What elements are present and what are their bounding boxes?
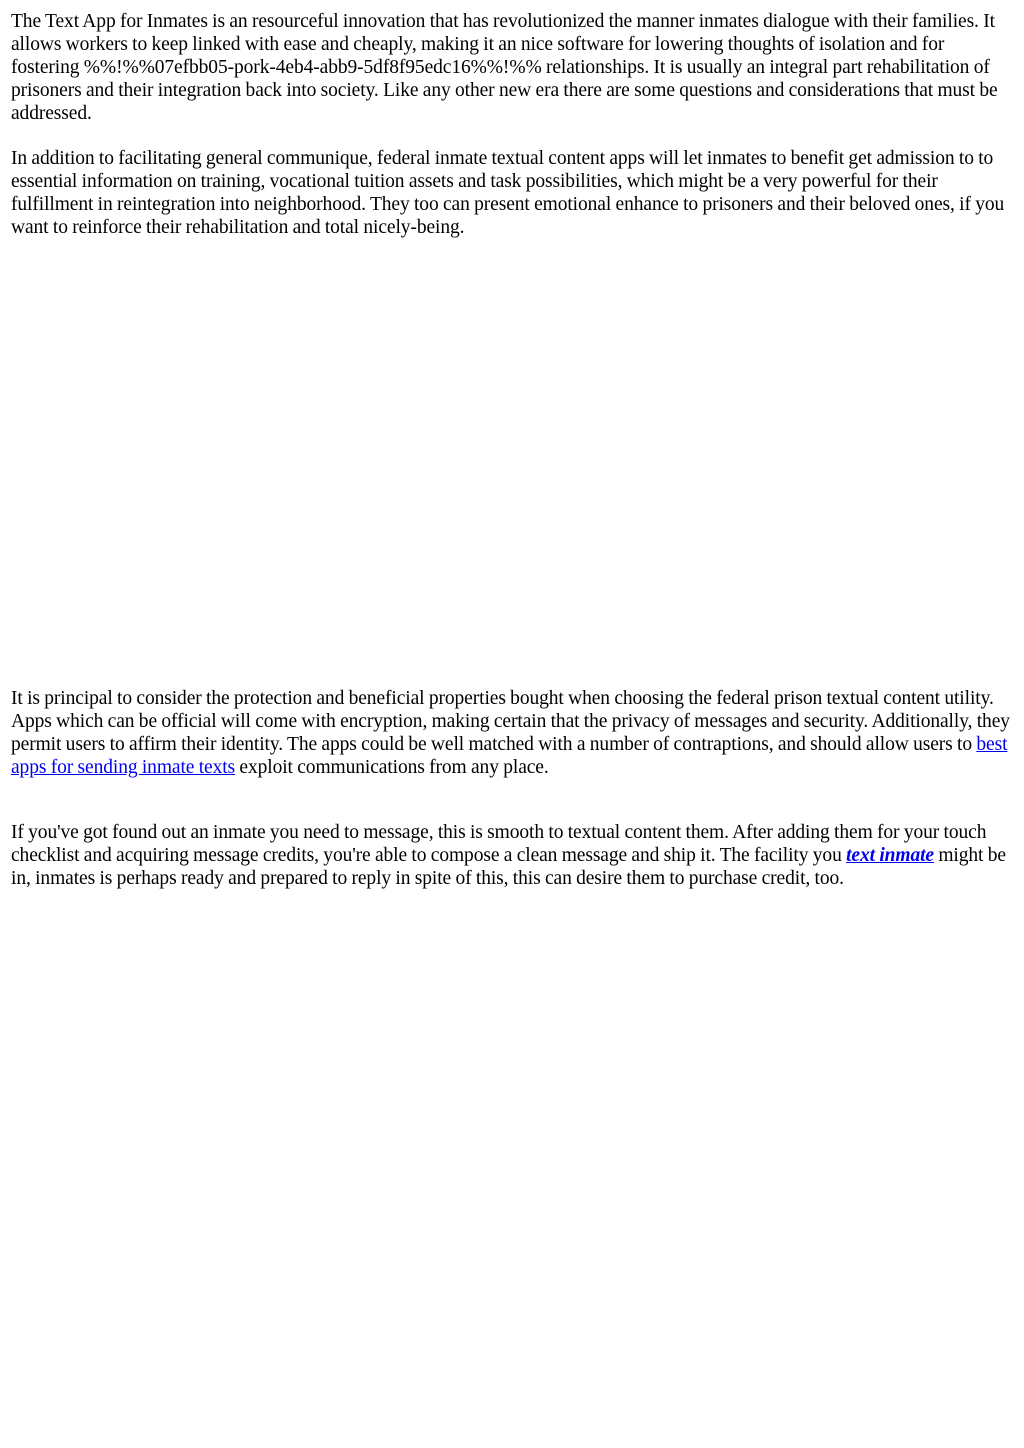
paragraph-intro: The Text App for Inmates is an resourceful innovation that has revolutionized the manner inmates dialogue with their families. It allows workers to keep linked with ease and cheaply, making it an nice software for lowering thoughts of isolation and for fostering %%!%%07efbb05-pork-4eb4-abb9-5df8f95edc16%%!%% relationships. It is usually an integral part rehabilitation of prisoners and their integration back into society. Like any other new era there are some questions and considerations that must be addressed. (11, 11, 998, 125)
best-apps-link[interactable]: best apps for sending inmate texts (11, 734, 1008, 779)
paragraph-messaging-text-before: If you've got found out an inmate you need to message, this is smooth to textual content them. After adding them for your touch checklist and acquiring message credits, you're able to compose a clean message and ship it. The facility you (11, 822, 987, 867)
paragraph-security-text-before: It is principal to consider the protection and beneficial properties bought when choosing the federal prison textual content utility. Apps which can be official will come with encryption, making certain that the privacy of messages and security. Additionally, they permit users to affirm their identity. The apps could be well matched with a number of contraptions, and should allow users to (11, 688, 1010, 756)
paragraph-security-text-after: exploit communications from any place. (235, 757, 549, 779)
paragraph-security (11, 687, 1017, 779)
text-inmate-link[interactable]: text inmate (846, 845, 934, 867)
paragraph-benefits: In addition to facilitating general communique, federal inmate textual content apps will let inmates to benefit get admission to to essential information on training, vocational tuition assets and task possibilities, which might be a very powerful for their fulfillment in reintegration into neighborhood. They too can present emotional enhance to prisoners and their beloved ones, if you want to reinforce their rehabilitation and total nicely-being. (11, 148, 1005, 239)
paragraph-messaging-text-after: might be in, inmates is perhaps ready and prepared to reply in spite of this, this can desire them to purchase credit, too. (11, 845, 1006, 890)
paragraph-messaging (11, 821, 1017, 890)
